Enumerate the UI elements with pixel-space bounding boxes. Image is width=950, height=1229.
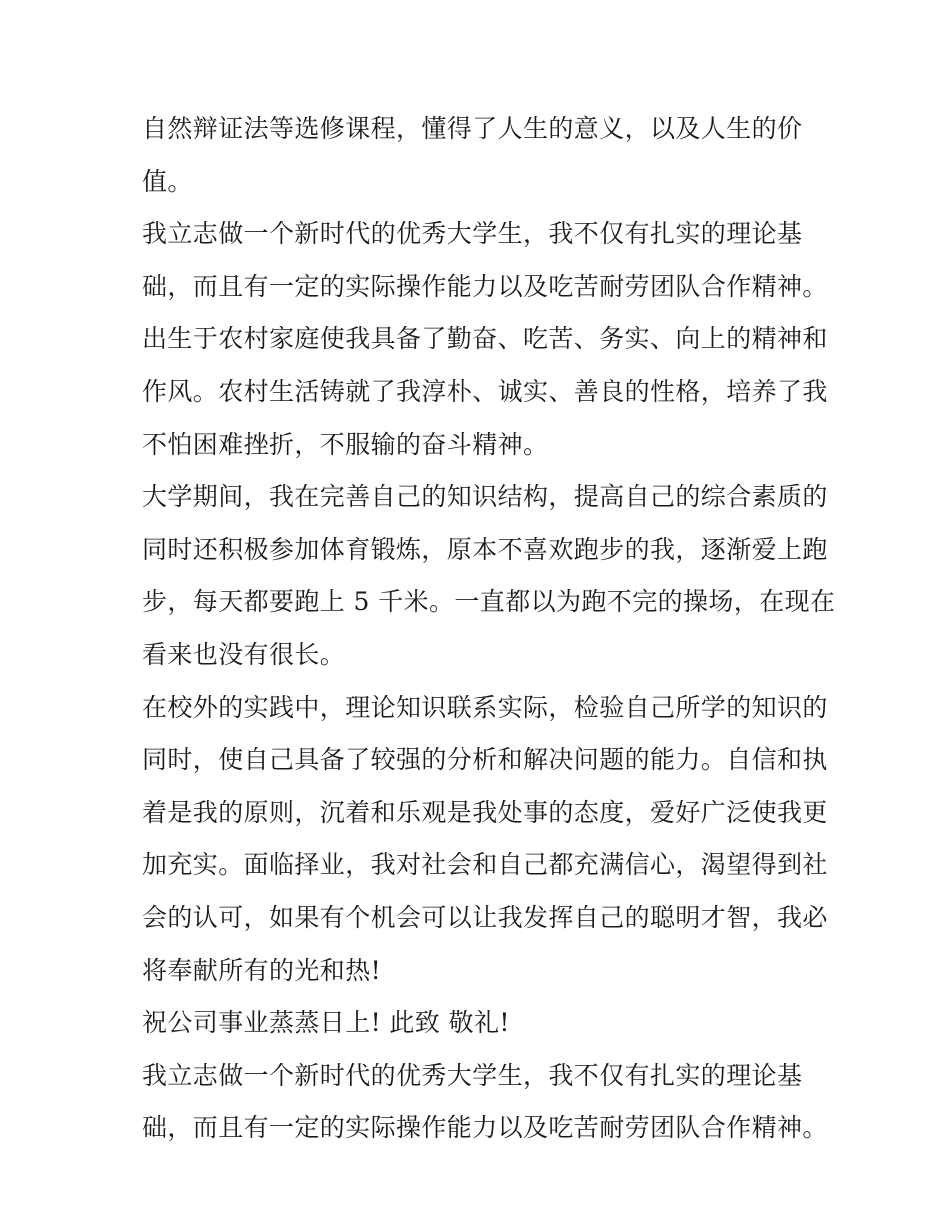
document-body [142, 106, 836, 1158]
text-line: 自然辩证法等选修课程，懂得了人生的意义，以及人生的价 [142, 114, 803, 143]
text-line: 础，而且有一定的实际操作能力以及吃苦耐劳团队合作精神。 [142, 1113, 828, 1143]
text-line: 祝公司事业蒸蒸日上! 此致 敬礼! [142, 1008, 510, 1038]
text-line: 础，而且有一定的实际操作能力以及吃苦耐劳团队合作精神。 [142, 271, 828, 301]
text-line: 出生于农村家庭使我具备了勤奋、吃苦、务实、向上的精神和 [142, 324, 828, 354]
text-line: 步，每天都要跑上 5 千米。一直都以为跑不完的操场，在现在 [142, 587, 836, 617]
text-line: 在校外的实践中，理论知识联系实际，检验自己所学的知识的 [142, 692, 828, 722]
text-line: 我立志做一个新时代的优秀大学生，我不仅有扎实的理论基 [142, 1060, 803, 1090]
text-line: 同时还积极参加体育锻炼，原本不喜欢跑步的我，逐渐爱上跑 [142, 534, 828, 564]
text-line: 我立志做一个新时代的优秀大学生，我不仅有扎实的理论基 [142, 219, 803, 249]
text-line: 不怕困难挫折，不服输的奋斗精神。 [142, 429, 549, 459]
text-line: 看来也没有很长。 [142, 639, 346, 669]
text-line: 将奉献所有的光和热! [142, 955, 382, 985]
text-line: 大学期间，我在完善自己的知识结构，提高自己的综合素质的 [142, 482, 828, 512]
text-line: 会的认可，如果有个机会可以让我发挥自己的聪明才智，我必 [142, 902, 828, 932]
text-line: 加充实。面临择业，我对社会和自己都充满信心，渴望得到社 [142, 850, 828, 880]
text-line: 着是我的原则，沉着和乐观是我处事的态度，爱好广泛使我更 [142, 797, 828, 827]
text-line: 作风。农村生活铸就了我淳朴、诚实、善良的性格，培养了我 [142, 376, 828, 406]
text-line: 同时，使自己具备了较强的分析和解决问题的能力。自信和执 [142, 745, 828, 775]
text-line: 值。 [142, 166, 193, 196]
